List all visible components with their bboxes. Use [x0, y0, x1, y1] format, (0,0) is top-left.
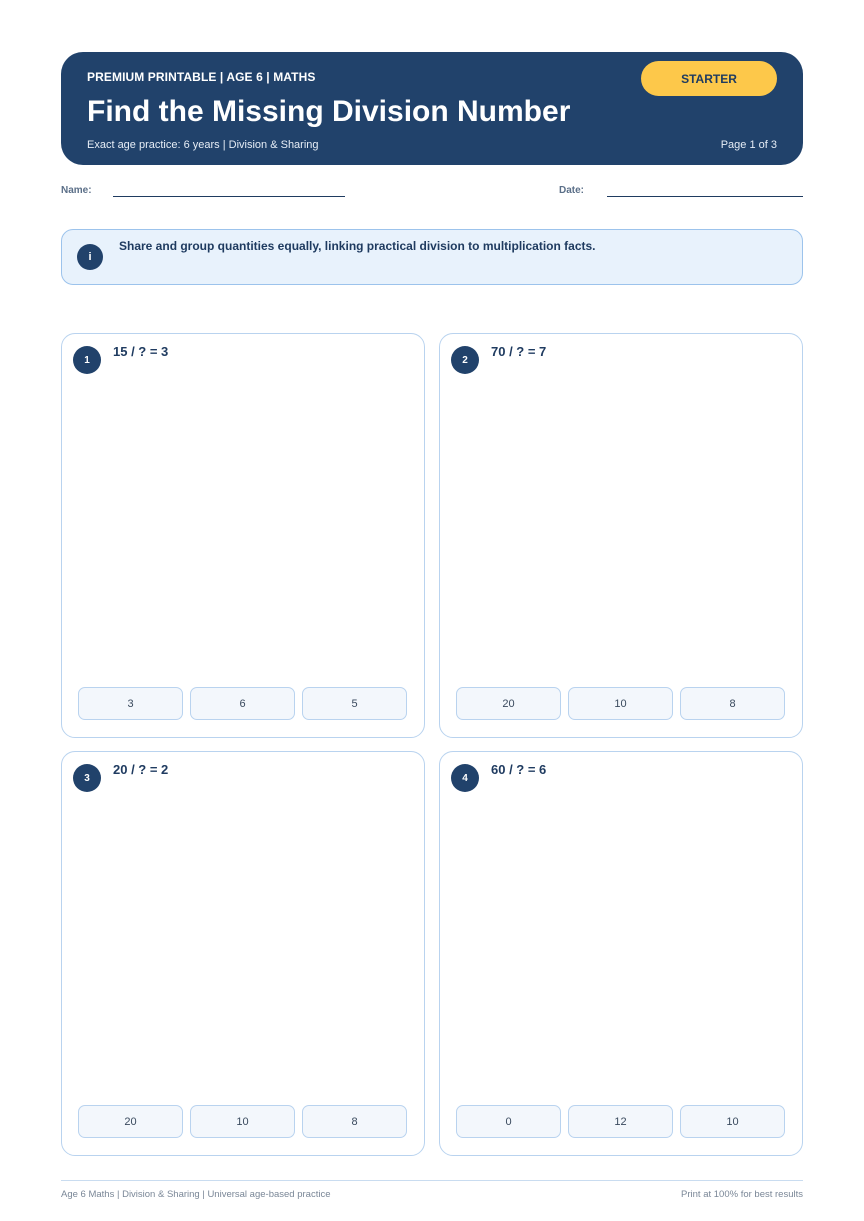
info-text: Share and group quantities equally, linking practical division to multiplication facts.	[119, 239, 596, 253]
answer-option[interactable]: 5	[302, 687, 407, 720]
page-title: Find the Missing Division Number	[87, 95, 571, 128]
footer-description: Age 6 Maths | Division & Sharing | Universal age-based practice	[61, 1189, 331, 1200]
question-number-badge: 4	[451, 764, 479, 792]
question-text: 15 / ? = 3	[113, 344, 169, 359]
footer-print-note: Print at 100% for best results	[681, 1189, 803, 1200]
header-subtitle: Exact age practice: 6 years | Division & Sharing	[87, 139, 319, 151]
answer-option[interactable]: 6	[190, 687, 295, 720]
answer-option[interactable]: 0	[456, 1105, 561, 1138]
worksheet-header	[61, 52, 803, 165]
footer-divider	[61, 1180, 803, 1181]
question-text: 70 / ? = 7	[491, 344, 547, 359]
answer-option[interactable]: 20	[456, 687, 561, 720]
question-number-badge: 1	[73, 346, 101, 374]
answer-option[interactable]: 8	[680, 687, 785, 720]
answer-option[interactable]: 10	[190, 1105, 295, 1138]
question-card	[439, 333, 803, 738]
answer-options	[78, 687, 407, 720]
question-card	[61, 751, 425, 1156]
question-number-badge: 2	[451, 346, 479, 374]
info-icon: i	[77, 244, 103, 270]
answer-option[interactable]: 3	[78, 687, 183, 720]
name-line[interactable]	[113, 196, 345, 197]
answer-options	[456, 687, 785, 720]
date-label: Date:	[559, 185, 585, 196]
answer-option[interactable]: 10	[568, 687, 673, 720]
answer-option[interactable]: 10	[680, 1105, 785, 1138]
header-kicker: PREMIUM PRINTABLE | AGE 6 | MATHS	[87, 70, 316, 84]
answer-option[interactable]: 20	[78, 1105, 183, 1138]
question-text: 20 / ? = 2	[113, 762, 169, 777]
date-line[interactable]	[607, 196, 803, 197]
question-number-badge: 3	[73, 764, 101, 792]
question-card	[439, 751, 803, 1156]
question-card	[61, 333, 425, 738]
name-label: Name:	[61, 185, 92, 196]
page-indicator: Page 1 of 3	[720, 139, 777, 151]
answer-options	[78, 1105, 407, 1138]
answer-option[interactable]: 12	[568, 1105, 673, 1138]
answer-option[interactable]: 8	[302, 1105, 407, 1138]
question-text: 60 / ? = 6	[491, 762, 547, 777]
answer-options	[456, 1105, 785, 1138]
info-banner	[61, 229, 803, 285]
level-badge: STARTER	[641, 61, 777, 96]
